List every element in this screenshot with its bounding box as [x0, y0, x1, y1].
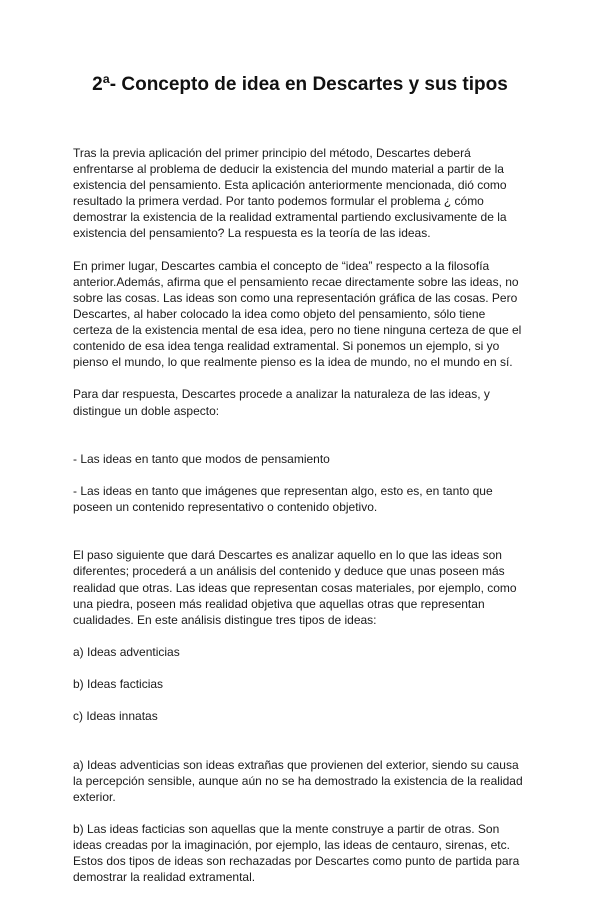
idea-types-list	[73, 628, 535, 741]
paragraph-facticias: b) Las ideas facticias son aquellas que la mente construye a partir de otras. Son ideas creadas por la imaginación, por ejemplo, las ideas de centauro, sirenas, etc. Estos dos tipos de ideas son rechazadas por Descartes como punto de partida para demostrar la realidad extramental.	[73, 821, 520, 885]
document-body	[73, 145, 535, 901]
list-item-type-a: a) Ideas adventicias	[73, 644, 180, 659]
page-title: 2ª- Concepto de idea en Descartes y sus tipos	[92, 74, 508, 95]
paragraph-analysis: El paso siguiente que dará Descartes es analizar aquello en lo que las ideas son diferentes; procederá a un análisis del contenido y deduce que unas poseen más realidad que otras. Las ideas que representan cosas materiales, por ejemplo, como una piedra, poseen más realidad objetiva que aquellas otras que representan cualidades. En este análisis distingue tres tipos de ideas:	[73, 548, 517, 627]
paragraph-idea-concept: En primer lugar, Descartes cambia el concepto de “idea” respecto a la filosofía anterior.Además, afirma que el pensamiento recae directamente sobre las ideas, no sobre las cosas. Las ideas son como una representación gráfica de las cosas. Pero Descartes, al haber colocado la idea como objeto del pensamiento, sólo tiene certeza de la existencia mental de esa idea, pero no tiene ninguna certeza de que el contenido de esa idea tenga realidad extramental. Si ponemos un ejemplo, si yo pienso el mundo, lo que realmente pienso es la idea de mundo, no el mundo en sí.	[73, 258, 522, 370]
list-item-aspect-2: - Las ideas en tanto que imágenes que representan algo, esto es, en tanto que poseen un contenido representativo o contenido objetivo.	[73, 483, 493, 515]
paragraph-adventicias: a) Ideas adventicias son ideas extrañas que provienen del exterior, siendo su causa la percepción sensible, aunque aún no se ha demostrado la existencia de la realidad exterior.	[73, 757, 523, 804]
list-item-aspect-1: - Las ideas en tanto que modos de pensamiento	[73, 451, 330, 466]
paragraph-intro: Tras la previa aplicación del primer principio del método, Descartes deberá enfrentarse al problema de deducir la existencia del mundo material a partir de la existencia del pensamiento. Esta aplicación anteriormente mencionada, dió como resultado la primera verdad. Por tanto podemos formular el problema ¿ cómo demostrar la existencia de la realidad extramental partiendo exclusivamente de la existencia del pensamiento? La respuesta es la teoría de las ideas.	[73, 146, 507, 241]
aspects-list	[73, 435, 535, 532]
paragraph-nature-of-ideas: Para dar respuesta, Descartes procede a analizar la naturaleza de las ideas, y distingue un doble aspecto:	[73, 387, 490, 418]
list-item-type-c: c) Ideas innatas	[73, 709, 158, 724]
list-item-type-b: b) Ideas facticias	[73, 677, 164, 692]
